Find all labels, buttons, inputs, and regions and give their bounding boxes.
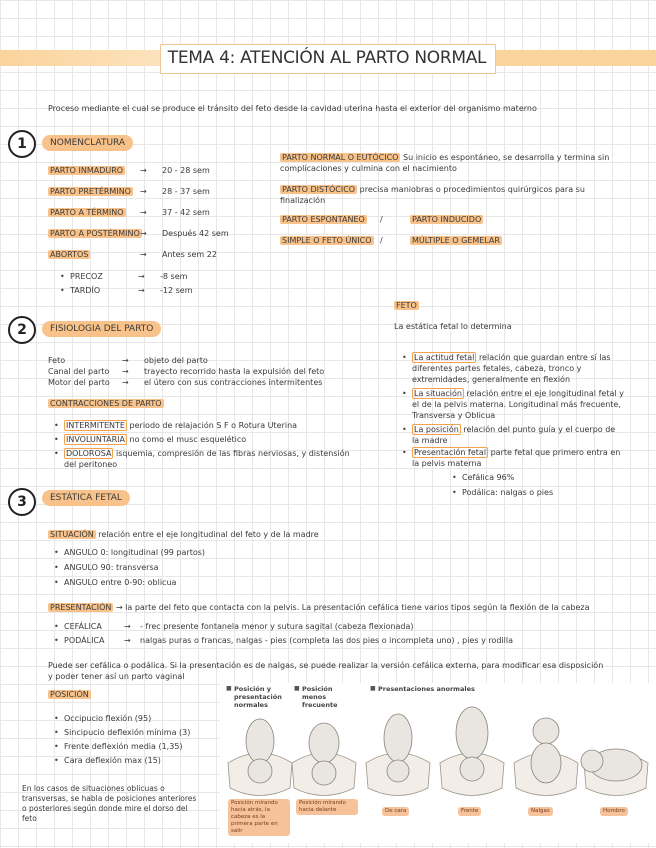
situacion-item-1: • ANGULO 90: transversa [64,563,159,573]
figure-label-5: Hombro [600,807,628,816]
section-number-2: 2 [8,316,36,344]
nomenclature-arrow: → [140,208,147,217]
nomenclature-arrow: → [140,229,147,238]
presentacion [48,603,590,613]
feto-term: La posición [414,425,459,434]
parto-inducido [410,215,483,225]
fisiologia-value: el útero con sus contracciones intermitentes [144,378,323,387]
fisiologia-value: objeto del parto [144,356,208,365]
parto-distocico-text: precisa maniobras o procedimientos quirúrgicos para su finalización [280,185,585,205]
nomenclature-row [48,208,210,218]
nomenclature-value: 28 - 37 sem [162,187,210,196]
slash-1: / [380,215,383,224]
presentacion-podalica [64,636,513,646]
fisiologia-label: Feto [48,356,66,365]
figure-label-1: Posición mirando hacia delante [296,799,358,815]
situacion-text: relación entre el eje longitudinal del feto y de la madre [98,530,319,539]
situacion-label: SITUACIÓN [50,530,94,539]
situacion [48,530,319,540]
contraccion-term: DOLOROSA [66,449,112,458]
nomenclature-value: 20 - 28 sem [162,166,210,175]
contraccion-text: isquemia, compresión de las fibras nerviosas, y distensión del peritoneo [64,449,350,469]
aborto-precoz-label: • PRECOZ [70,272,103,281]
cat3-bullet: ■ [370,685,376,692]
presentacion-cefalica [64,622,414,632]
podalica-text: nalgas puras o francas, nalgas - pies (completa las dos pies o incompleta uno) , pies y rodilla [140,636,513,645]
section-number-1: 1 [8,130,36,158]
section-label-fisiologia: FISIOLOGIA DEL PARTO [42,321,161,337]
figure-label-0: Posición mirando hacia atrás, la cabeza es la primera parte en salir [228,799,290,836]
aborto-tardio-label: • TARDÍO [70,286,100,295]
feto-text: relación que guardan entre sí las diferentes partes fetales, cabeza, tronco y extremidades, generalmente en flexión [412,353,611,384]
fisiologia-arrow: → [122,367,129,376]
parto-normal-text: Su inicio es espontáneo, se desarrolla y termina sin complicaciones y culmina con el nacimiento [280,153,610,173]
fetus-3-head [387,760,409,782]
nomenclature-value: Después 42 sem [162,229,229,238]
feto-item [412,447,624,469]
figure-label-2: De cara [382,807,409,816]
section-label-estatica: ESTÁTICA FETAL [42,490,130,506]
presentacion-label: PRESENTACIÓN [50,603,112,612]
cat1-bullet: ■ [226,685,232,692]
figure-cat2: Posición menos frecuente [302,685,338,709]
podalica-arrow: → [124,636,131,645]
nomenclature-row [48,166,210,176]
feto-sub-podalica: • Podálica: nalgas o pies [462,488,553,498]
fetus-3 [384,714,412,762]
feto-item [412,388,624,421]
contraccion-text: no como el musc esquelético [129,435,247,444]
nomenclature-row [48,187,210,197]
page-title: TEMA 4: ATENCIÓN AL PARTO NORMAL [167,48,487,68]
parto-distocico-label: PARTO DISTÓCICO [282,185,356,194]
figure-cat1: Posición y presentación normales [234,685,282,709]
section-label-nomenclatura: NOMENCLATURA [42,135,133,151]
aborto-tardio [70,286,193,296]
posicion-heading [48,690,91,700]
presentacion-text: → la parte del feto que contacta con la pelvis. La presentación cefálica tiene varios tipos según la flexión de la cabeza [115,603,590,612]
figure-cat3: Presentaciones anormales [378,685,475,693]
fisiologia-value: trayecto recorrido hasta la expulsión del feto [144,367,325,376]
aborto-precoz-arrow: → [138,272,145,281]
figure-label-3: Frente [458,807,481,816]
situacion-item-0: • ANGULO 0: longitudinal (99 partos) [64,548,205,558]
cefalica-arrow: → [124,622,131,631]
contraccion-item [64,448,364,470]
posicion-nota: En los casos de situaciones oblicuas o transversas, se habla de posiciones anteriores o posteriores según donde mire el dorso del feto [22,784,197,823]
feto-heading [394,301,419,311]
aborto-precoz [70,272,188,282]
nomenclature-arrow: → [140,166,147,175]
nota-presentacion: Puede ser cefálica o podálica. Si la presentación es de nalgas, se puede realizar la versión cefálica externa, para modificar esa disposición y poder tener así un parto vaginal [48,661,604,681]
slash-2: / [380,236,383,245]
feto-text: parte fetal que primero entra en la pelvis materna [412,448,621,468]
nomenclature-row [48,229,229,239]
nomenclature-row [48,250,217,260]
contraccion-term: INVOLUNTARIA [66,435,125,444]
contraccion-term: INTERMITENTE [66,421,125,430]
fisiologia-label: Canal del parto [48,367,110,376]
feto-item [412,424,624,446]
nomenclature-value: Antes sem 22 [162,250,217,259]
aborto-tardio-value: -12 sem [160,286,193,295]
contracciones-heading-label: CONTRACCIONES DE PARTO [50,399,162,408]
parto-espontaneo [280,215,367,225]
fetus-2-head [312,761,336,785]
fisiologia-arrow: → [122,356,129,365]
posicion-item-1: • Sincipucio deflexión mínima (3) [64,728,190,738]
nomenclature-label: PARTO PRETÉRMINO [50,187,131,196]
nomenclature-value: 37 - 42 sem [162,208,210,217]
podalica-label: • PODÁLICA [64,636,105,645]
contracciones-heading [48,399,164,409]
fisiologia-label: Motor del parto [48,378,110,387]
contraccion-item [64,420,364,431]
feto-text: relación del punto guía y el cuerpo de la madre [412,425,616,445]
nomenclature-label: ABORTOS [50,250,89,259]
fetus-1-head [248,759,272,783]
feto-text: relación entre el eje longitudinal fetal y el de la pelvis materna. Longitudinal más frecuente, Transversa y Oblicua [412,389,624,420]
fetus-5 [531,743,561,783]
nomenclature-label: PARTO INMADURO [50,166,124,175]
section-number-3: 3 [8,488,36,516]
aborto-precoz-value: -8 sem [160,272,188,281]
fetus-4 [456,707,488,759]
feto-simple-label: SIMPLE O FETO ÚNICO [282,236,372,245]
fetus-1 [246,719,274,763]
nomenclature-label: PARTO A POSTÉRMINO [50,229,140,238]
parto-normal-label: PARTO NORMAL O EUTÓCICO [282,153,399,162]
fisiologia-row [48,378,323,388]
cat2-bullet: ■ [294,685,300,692]
feto-simple [280,236,374,246]
contraccion-item [64,434,364,445]
feto-term: La situación [414,389,462,398]
posicion-item-2: • Frente deflexión media (1,35) [64,742,183,752]
posicion-item-3: • Cara deflexión max (15) [64,756,161,766]
posicion-label: POSICIÓN [50,690,89,699]
figure-label-4: Nalgas [528,807,553,816]
feto-heading-label: FETO [396,301,417,310]
contraccion-text: periodo de relajación S F o Rotura Uterina [129,421,298,430]
situacion-item-2: • ANGULO entre 0-90: oblicua [64,578,176,588]
nomenclature-arrow: → [140,187,147,196]
fetus-4-head [460,757,484,781]
nomenclature-label: PARTO A TÉRMINO [50,208,124,217]
fisiologia-row [48,356,208,366]
fetus-2 [309,723,339,763]
parto-distocico [280,184,610,206]
feto-term: La actitud fetal [414,353,475,362]
posicion-item-0: • Occipucio flexión (95) [64,714,151,724]
fetus-5-head [533,718,559,744]
feto-item [412,352,624,385]
parto-inducido-label: PARTO INDUCIDO [412,215,482,224]
fisiologia-row [48,367,325,377]
cefalica-text: - frec presente fontanela menor y sutura sagital (cabeza flexionada) [140,622,414,631]
fetal-presentations-figure [220,683,656,843]
intro-text: Proceso mediante el cual se produce el tránsito del feto desde la cavidad uterina hasta el exterior del organismo materno [48,104,537,113]
fisiologia-arrow: → [122,378,129,387]
nomenclature-arrow: → [140,250,147,259]
feto-multiple [410,236,502,246]
cefalica-label: • CEFÁLICA [64,622,102,631]
parto-espontaneo-label: PARTO ESPONTANEO [282,215,365,224]
feto-subtitle: La estática fetal lo determina [394,322,512,331]
aborto-tardio-arrow: → [138,286,145,295]
feto-term: Presentación fetal [414,448,487,457]
fetus-6-head [581,750,603,772]
feto-multiple-label: MÚLTIPLE O GEMELAR [412,236,500,245]
parto-normal [280,152,610,174]
feto-sub-cefalica: • Cefálica 96% [462,473,514,483]
